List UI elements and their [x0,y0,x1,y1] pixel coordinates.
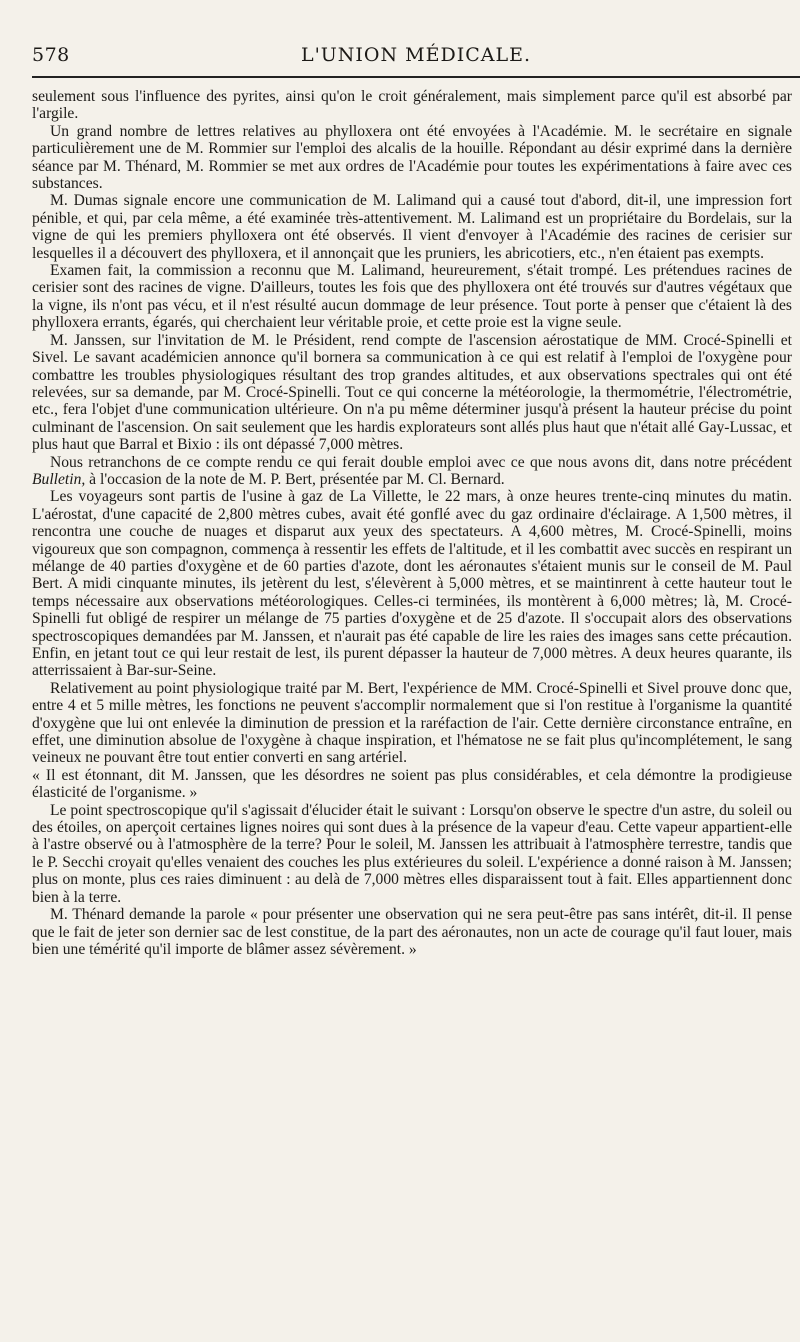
header-rule [32,76,800,78]
running-title: L'UNION MÉDICALE. [300,44,532,66]
paragraph: Le point spectroscopique qu'il s'agissait d'élucider était le suivant : Lorsqu'on observe le spectre d'un astre, du soleil ou des étoiles, on aperçoit certaines lignes noires qui sont dues à la présence de la vapeur d'eau. Cette vapeur appartient-elle à l'astre observé ou à l'atmosphère de la terre? Pour le soleil, M. Janssen les attribuait à l'atmosphère terrestre, tandis que le P. Secchi croyait qu'elles venaient des couches les plus extérieures du soleil. L'expérience a donné raison à M. Janssen; plus on monte, plus ces raies diminuent : au delà de 7,000 mètres elles disparaissent tout à fait. Elles appartiennent donc bien à la terre. [32,801,792,906]
paragraph: Relativement au point physiologique traité par M. Bert, l'expérience de MM. Crocé-Spinelli et Sivel prouve donc que, entre 4 et 5 mille mètres, les fonctions ne peuvent s'accomplir normalement que si l'on restitue à l'organisme la quantité d'oxygène que lui ont enlevée la diminution de pression et la raréfaction de l'air. Cette dernière circonstance entraîne, en effet, une diminution absolue de l'oxygène à chaque inspiration, et l'hématose ne se fait plus qu'incomplétement, le sang veineux ne pouvant être tout entier converti en sang artériel. [32,679,792,767]
page-number: 578 [32,44,70,66]
paragraph: Les voyageurs sont partis de l'usine à gaz de La Villette, le 22 mars, à onze heures trente-cinq minutes du matin. L'aérostat, d'une capacité de 2,800 mètres cubes, avait été gonflé avec du gaz ordinaire d'éclairage. A 1,500 mètres, il rencontra une couche de nuages et disparut aux yeux des spectateurs. A 4,600 mètres, M. Crocé-Spinelli, moins vigoureux que son compagnon, commença à ressentir les effets de l'altitude, et il les combattit avec succès en respirant un mélange de 40 parties d'oxygène et de 60 parties d'azote, dont les aéronautes s'étaient munis sur le conseil de M. Paul Bert. A midi cinquante minutes, ils jetèrent du lest, s'élevèrent à 5,000 mètres, et se maintinrent à cette hauteur tout le temps nécessaire aux observations météorologiques. Celles-ci terminées, ils montèrent à 6,000 mètres; là, M. Crocé-Spinelli fut obligé de respirer un mélange de 75 parties d'oxygène et de 25 d'azote. Il s'occupait alors des observations spectroscopiques demandées par M. Janssen, et n'aurait pas été capable de lire les raies des images sans cette précaution. Enfin, en jetant tout ce qui leur restait de lest, ils purent dépasser la hauteur de 7,000 mètres. A deux heures quarante, ils atterrissaient à Bar-sur-Seine. [32,488,792,680]
paragraph: Un grand nombre de lettres relatives au phylloxera ont été envoyées à l'Académie. M. le secrétaire en signale particulièrement une de M. Rommier sur l'emploi des alcalis de la houille. Répondant au désir exprimé dans la dernière séance par M. Thénard, M. Rommier se met aux ordres de l'Académie pour toutes les expérimentations à faire avec ces substances. [32,122,792,193]
article-body [32,88,792,958]
paragraph: M. Janssen, sur l'invitation de M. le Président, rend compte de l'ascension aérostatique de MM. Crocé-Spinelli et Sivel. Le savant académicien annonce qu'il bornera sa communication à ce qui est relatif à l'emploi de l'oxygène pour combattre les troubles physiologiques résultant des trop grandes altitudes, et aux observations spectrales qui ont été relevées, sur sa demande, par M. Crocé-Spinelli. Tout ce qui concerne la météorologie, la thermométrie, l'électrométrie, etc., fera l'objet d'une communication ultérieure. On n'a pu même déterminer jusqu'à présent la hauteur précise du point culminant de l'ascension. On sait seulement que les hardis explorateurs sont allés plus haut que n'était allé Gay-Lussac, et plus haut que Barral et Bixio : ils ont dépassé 7,000 mètres. [32,331,792,454]
bulletin-italic: Bulletin, [32,470,86,488]
text-run: Nous retranchons de ce compte rendu ce qui ferait double emploi avec ce que nous avons dit, dans notre précédent [50,453,792,471]
paragraph: M. Thénard demande la parole « pour présenter une observation qui ne sera peut-être pas sans intérêt, dit-il. Il pense que le fait de jeter son dernier sac de lest constitue, de la part des aéronautes, non un acte de courage qu'il faut louer, mais bien une témérité qu'il importe de blâmer assez sévèrement. » [32,906,792,958]
paragraph: Examen fait, la commission a reconnu que M. Lalimand, heureurement, s'était trompé. Les prétendues racines de cerisier sont des racines de vigne. D'ailleurs, toutes les fois que des phylloxera ont été trouvés sur d'autres végétaux que la vigne, ils n'ont pas vécu, et il n'est résulté aucun dommage de leur présence. Tout porte à penser que c'étaient là des phylloxera errants, égarés, qui cherchaient leur véritable proie, et cette proie est la vigne seule. [32,262,792,332]
paragraph: seulement sous l'influence des pyrites, ainsi qu'on le croit généralement, mais simplement parce qu'il est absorbé par l'argile. [32,88,792,123]
paragraph-bulletin [32,454,792,489]
paragraph-quote: « Il est étonnant, dit M. Janssen, que les désordres ne soient pas plus considérables, et cela démontre la prodigieuse élasticité de l'organisme. » [32,766,792,802]
page-header [32,40,800,74]
paragraph: M. Dumas signale encore une communication de M. Lalimand qui a causé tout d'abord, dit-il, une impression fort pénible, et qui, par cela même, a été examinée très-attentivement. M. Lalimand est un propriétaire du Bordelais, sur la vigne de qui les premiers phylloxera ont été observés. Il vient d'envoyer à l'Académie des racines de cerisier sur lesquelles il a découvert des phylloxera, et il annonçait que les pruniers, les abricotiers, etc., n'en étaient pas exempts. [32,192,792,262]
text-run: à l'occasion de la note de M. P. Bert, présentée par M. Cl. Bernard. [85,470,505,488]
